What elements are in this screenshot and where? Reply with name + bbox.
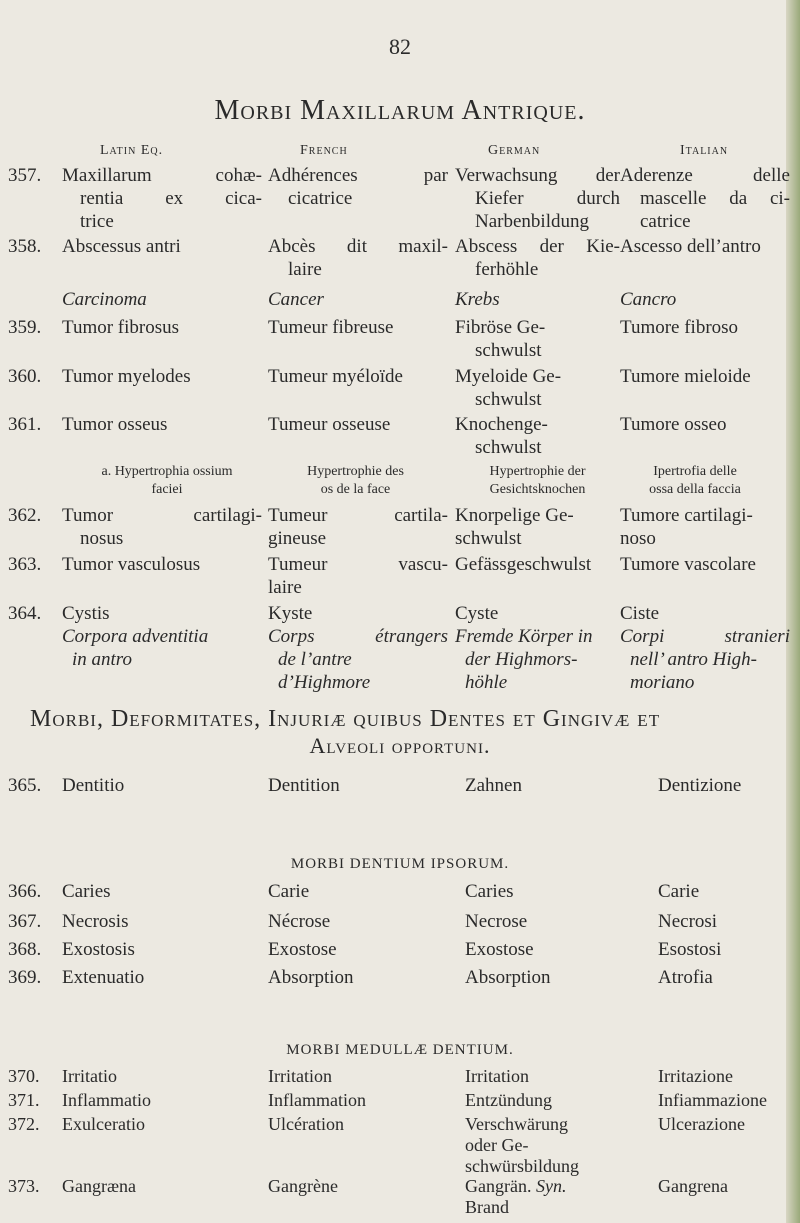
latin-term — [72, 463, 262, 499]
entry-number: 373. — [8, 1176, 40, 1196]
entry-number: 367. — [8, 911, 42, 932]
latin-line: rentia ex cica- — [80, 188, 262, 209]
german-term — [455, 463, 620, 499]
latin-term — [62, 164, 262, 233]
german-line: oder Ge- — [465, 1135, 529, 1155]
french-line: os de la face — [320, 482, 391, 497]
german-term — [465, 1066, 635, 1087]
french-line: cicatrice — [288, 188, 353, 209]
french-line: laire — [268, 577, 302, 598]
german-term — [455, 413, 620, 459]
italian-term: Irritazione — [658, 1066, 733, 1086]
entry-number: 365. — [8, 775, 42, 796]
german-term: Caries — [465, 881, 514, 902]
german-term — [455, 365, 620, 411]
french-line: Abcès dit maxil- — [268, 236, 448, 257]
latin-term: Extenuatio — [62, 967, 145, 988]
latin-term: Tumor osseus — [62, 414, 168, 435]
german-term — [455, 602, 620, 694]
german-line: schwulst — [475, 389, 542, 410]
french-term: Carie — [268, 881, 310, 902]
german-term: Absorption — [465, 967, 551, 988]
latin-line: faciei — [151, 482, 183, 497]
entry-number: 366. — [8, 881, 42, 902]
latin-term: Tumor myelodes — [62, 366, 191, 387]
german-line: Irritation — [465, 1066, 529, 1086]
french-term: Ulcération — [268, 1114, 344, 1134]
italian-term: Ulcerazione — [658, 1114, 745, 1134]
french-term — [268, 463, 443, 499]
latin-line: Tumor cartilagi- — [62, 505, 262, 526]
entry-number: 361. — [8, 414, 42, 435]
italian-line: moriano — [630, 672, 695, 693]
latin-term: Carcinoma — [62, 289, 147, 310]
french-line: Hypertrophie des — [307, 464, 404, 479]
french-term — [268, 504, 448, 550]
italian-term: Infiammazione — [658, 1090, 767, 1110]
latin-line: Corpora adventitia — [62, 626, 209, 647]
italian-line: Tumore cartilagi- — [620, 505, 753, 526]
italian-line: catrice — [640, 211, 691, 232]
german-line: schwulst — [455, 528, 522, 549]
french-line: Kyste — [268, 603, 313, 624]
french-term: Tumeur osseuse — [268, 414, 391, 435]
french-term — [268, 164, 448, 210]
latin-term: Tumor vasculosus — [62, 554, 201, 575]
italian-term — [620, 164, 790, 233]
italian-term: Cancro — [620, 289, 677, 310]
entry-number: 362. — [8, 505, 42, 526]
french-line: Tumeur cartila- — [268, 505, 448, 526]
french-term: Tumeur fibreuse — [268, 317, 394, 338]
italian-line: Ciste — [620, 603, 660, 624]
entry-number: 357. — [8, 165, 42, 186]
german-line: schwulst — [475, 340, 542, 361]
german-line: schwürsbildung — [465, 1156, 579, 1176]
german-term: Necrose — [465, 911, 528, 932]
french-line: laire — [288, 259, 322, 280]
italian-term — [620, 504, 790, 550]
entry-number: 359. — [8, 317, 42, 338]
french-term: Nécrose — [268, 911, 331, 932]
italian-term: Tumore fibroso — [620, 317, 739, 338]
german-term: Zahnen — [465, 775, 522, 796]
german-line: Entzündung — [465, 1090, 552, 1110]
italian-line: Ipertrofia delle — [653, 464, 737, 479]
german-line: Abscess der Kie- — [455, 236, 620, 257]
german-line: höhle — [465, 672, 508, 693]
german-term: Gefässgeschwulst — [455, 554, 592, 575]
latin-term: Dentitio — [62, 775, 125, 796]
german-term — [455, 316, 620, 362]
german-line: Verwachsung der — [455, 165, 620, 186]
entry-number: 363. — [8, 554, 42, 575]
latin-term: Gangræna — [62, 1176, 136, 1196]
french-term — [268, 553, 448, 599]
latin-term: Exulceratio — [62, 1114, 145, 1134]
italian-term: Atrofia — [658, 967, 713, 988]
french-term: Absorption — [268, 967, 354, 988]
french-term — [268, 602, 448, 694]
entry-number: 369. — [8, 967, 42, 988]
french-term: Exostose — [268, 939, 337, 960]
italian-line: mascelle da ci- — [640, 188, 790, 209]
column-header-latin: Latin Eq. — [100, 143, 164, 158]
italian-term — [620, 602, 790, 694]
french-line: gineuse — [268, 528, 327, 549]
latin-term: Necrosis — [62, 911, 129, 932]
german-line: Cyste — [455, 603, 499, 624]
entry-number: 364. — [8, 603, 42, 624]
italian-term: Necrosi — [658, 911, 718, 932]
entry-number: 360. — [8, 366, 42, 387]
german-line: schwulst — [475, 437, 542, 458]
column-header-french: French — [300, 143, 348, 158]
italian-term: Dentizione — [658, 775, 742, 796]
german-term — [465, 1090, 635, 1111]
german-line: Hypertrophie der — [489, 464, 586, 479]
italian-line: nell’ antro High- — [630, 649, 758, 670]
french-line: d’Highmore — [278, 672, 371, 693]
french-line: Corps étrangers — [268, 626, 448, 647]
latin-line: nosus — [80, 528, 124, 549]
italian-term: Esostosi — [658, 939, 722, 960]
italian-line: Aderenze delle — [620, 165, 790, 186]
german-term — [455, 504, 620, 550]
german-line: Gangrän. Syn. — [465, 1176, 567, 1196]
latin-term — [62, 602, 262, 671]
italian-line: ossa della faccia — [649, 482, 741, 497]
entry-number: 371. — [8, 1090, 40, 1110]
german-line: Knorpelige Ge- — [455, 505, 574, 526]
latin-line: in antro — [72, 649, 132, 670]
latin-term: Tumor fibrosus — [62, 317, 180, 338]
latin-line: a. Hypertrophia ossium — [101, 464, 233, 479]
french-term — [268, 235, 448, 281]
french-line: Adhérences par — [268, 165, 448, 186]
synonym-label: Syn. — [535, 1176, 567, 1196]
french-term: Irritation — [268, 1066, 332, 1086]
german-line: Myeloide Ge- — [455, 366, 562, 387]
german-term — [465, 1176, 635, 1218]
french-line: de l’antre — [278, 649, 352, 670]
entry-number: 368. — [8, 939, 42, 960]
italian-term — [620, 463, 770, 499]
latin-term: Exostosis — [62, 939, 135, 960]
french-term: Gangrène — [268, 1176, 338, 1196]
latin-term: Caries — [62, 881, 111, 902]
german-line: der Highmors- — [465, 649, 578, 670]
latin-line: Cystis — [62, 603, 110, 624]
german-line: ferhöhle — [475, 259, 539, 280]
column-header-german: German — [488, 143, 541, 158]
french-term: Dentition — [268, 775, 340, 796]
german-line: Kiefer durch — [475, 188, 620, 209]
german-term: Exostose — [465, 939, 534, 960]
german-term — [455, 164, 620, 233]
german-term — [465, 1114, 635, 1177]
french-term: Cancer — [268, 289, 324, 310]
french-line: Tumeur vascu- — [268, 554, 448, 575]
group-heading: MORBI MEDULLÆ DENTIUM. — [286, 1042, 514, 1058]
italian-term: Tumore osseo — [620, 414, 727, 435]
german-term — [455, 235, 620, 281]
german-line: Fremde Körper in — [455, 626, 593, 647]
german-line: Fibröse Ge- — [455, 317, 546, 338]
group-heading: MORBI DENTIUM IPSORUM. — [290, 856, 510, 872]
latin-line: Maxillarum cohæ- — [62, 165, 262, 186]
french-term: Inflammation — [268, 1090, 366, 1110]
entry-number: 372. — [8, 1114, 40, 1134]
german-term: Krebs — [455, 289, 500, 310]
italian-line: Corpi stranieri — [620, 626, 790, 647]
german-line: Knochenge- — [455, 414, 548, 435]
latin-term: Irritatio — [62, 1066, 117, 1086]
latin-term: Inflammatio — [62, 1090, 151, 1110]
german-line: Brand — [465, 1197, 509, 1217]
italian-term: Tumore mieloide — [620, 366, 751, 387]
italian-term: Ascesso dell’antro — [620, 236, 761, 257]
italian-term: Carie — [658, 881, 700, 902]
german-line: Narbenbildung — [475, 211, 589, 232]
latin-term: Abscessus antri — [62, 236, 181, 257]
latin-line: trice — [80, 211, 114, 232]
column-header-italian: Italian — [680, 143, 729, 158]
section-title: Morbi Maxillarum Antrique. — [214, 95, 586, 126]
italian-term: Tumore vascolare — [620, 554, 756, 575]
german-line: Verschwärung — [465, 1114, 568, 1134]
french-term: Tumeur myéloïde — [268, 366, 403, 387]
page-number: 82 — [389, 34, 411, 59]
section-title: Morbi, Deformitates, Injuriæ quibus Dentes et Gingivæ et — [30, 706, 661, 732]
section-subtitle: Alveoli opportuni. — [309, 733, 491, 758]
entry-number: 370. — [8, 1066, 40, 1086]
latin-term — [62, 504, 262, 550]
italian-line: noso — [620, 528, 656, 549]
entry-number: 358. — [8, 236, 42, 257]
italian-term: Gangrena — [658, 1176, 728, 1196]
german-line: Gesichtsknochen — [489, 482, 586, 497]
